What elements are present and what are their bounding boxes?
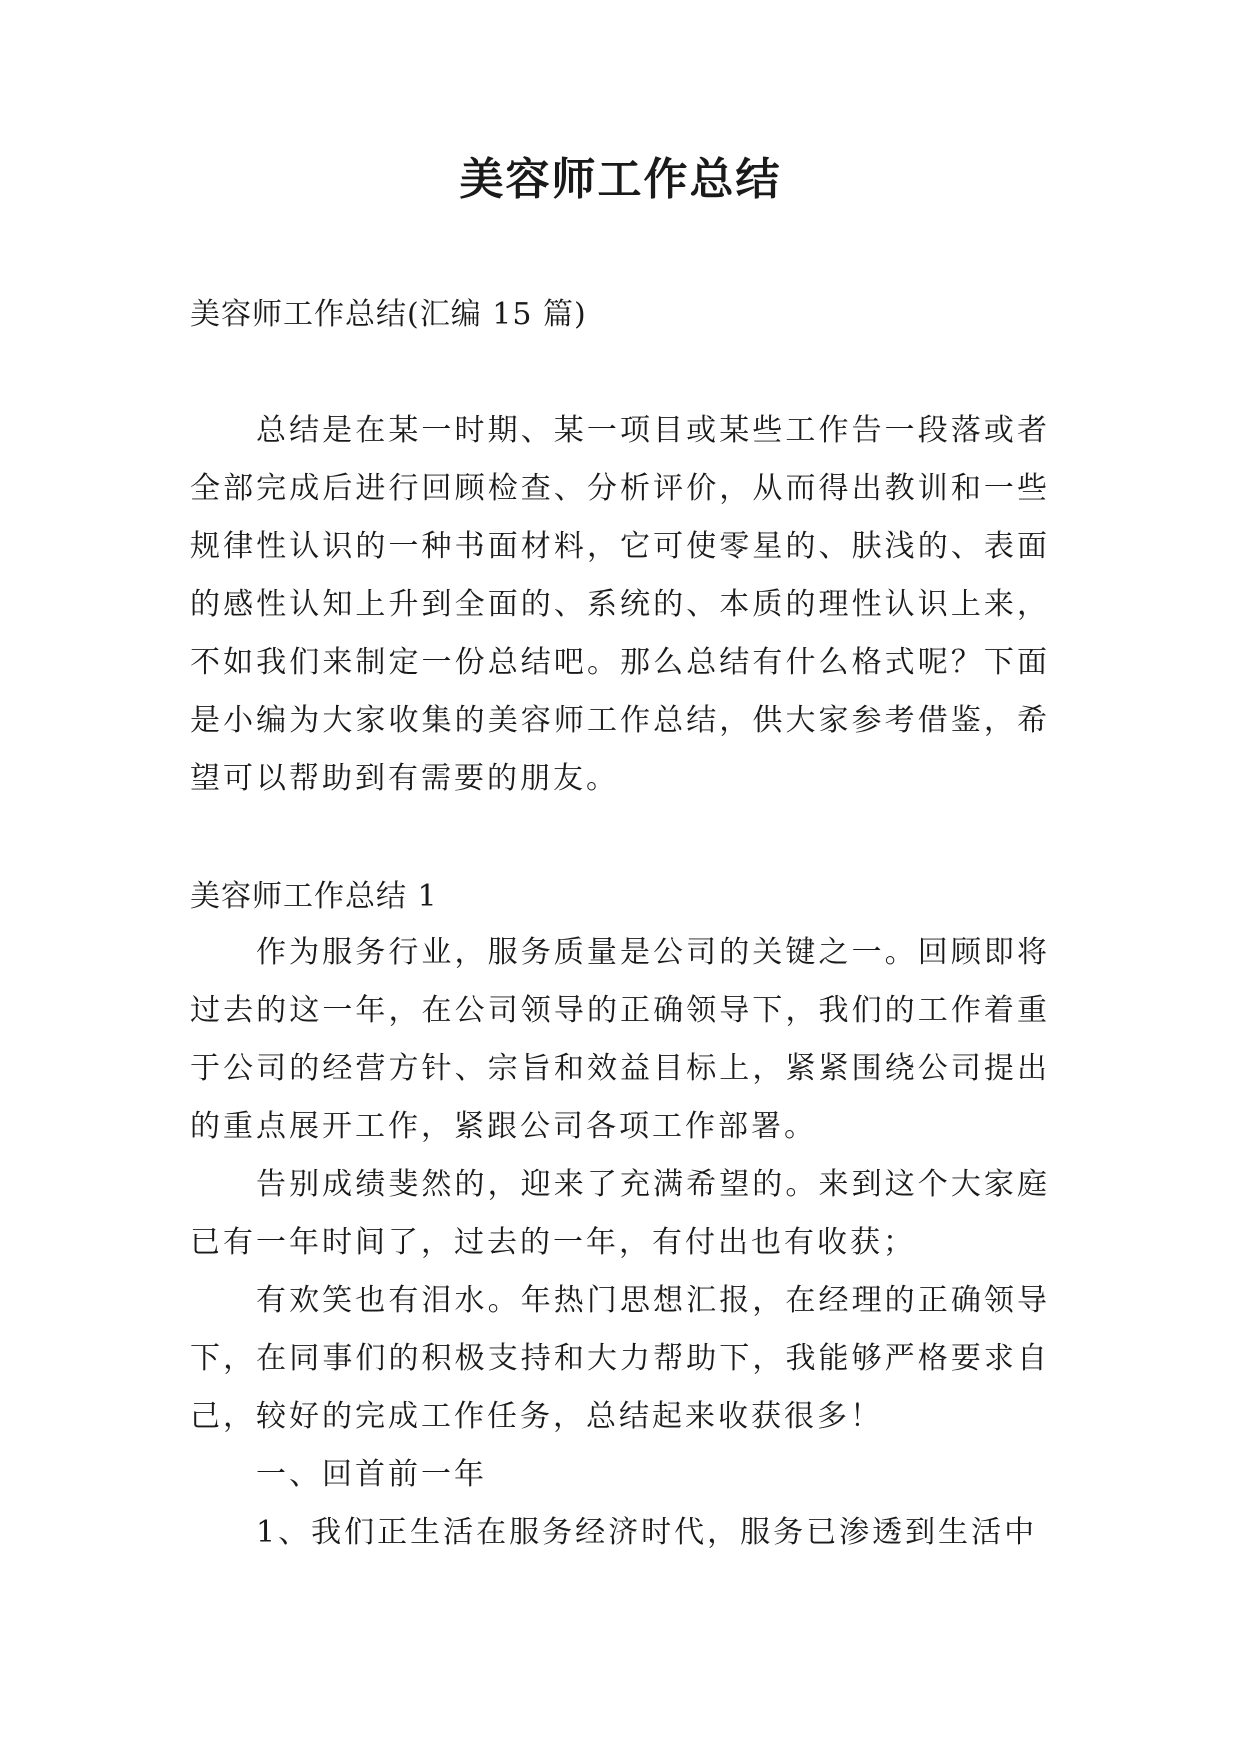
section-paragraph-3: 有欢笑也有泪水。年热门思想汇报，在经理的正确领导下，在同事们的积极支持和大力帮助下，我能够严格要求自己，较好的完成工作任务，总结起来收获很多！	[190, 1283, 1050, 1434]
section-body	[190, 924, 1050, 1562]
section-paragraph-4: 1、我们正生活在服务经济时代，服务已渗透到生活中	[256, 1515, 1038, 1550]
section-subheading: 一、回首前一年	[256, 1457, 487, 1492]
document-subtitle: 美容师工作总结(汇编 15 篇)	[190, 297, 587, 332]
intro-section	[190, 402, 1050, 808]
section-heading: 美容师工作总结 1	[190, 879, 438, 914]
document-title: 美容师工作总结	[459, 154, 782, 205]
intro-paragraph: 总结是在某一时期、某一项目或某些工作告一段落或者全部完成后进行回顾检查、分析评价，从而得出教训和一些规律性认识的一种书面材料，它可使零星的、肤浅的、表面的感性认知上升到全面的、系统的、本质的理性认识上来，不如我们来制定一份总结吧。那么总结有什么格式呢？下面是小编为大家收集的美容师工作总结，供大家参考借鉴，希望可以帮助到有需要的朋友。	[190, 413, 1050, 796]
section-paragraph-1: 作为服务行业，服务质量是公司的关键之一。回顾即将过去的这一年，在公司领导的正确领导下，我们的工作着重于公司的经营方针、宗旨和效益目标上，紧紧围绕公司提出的重点展开工作，紧跟公司各项工作部署。	[190, 935, 1050, 1144]
section-paragraph-2: 告别成绩斐然的，迎来了充满希望的。来到这个大家庭已有一年时间了，过去的一年，有付出也有收获；	[190, 1167, 1050, 1260]
